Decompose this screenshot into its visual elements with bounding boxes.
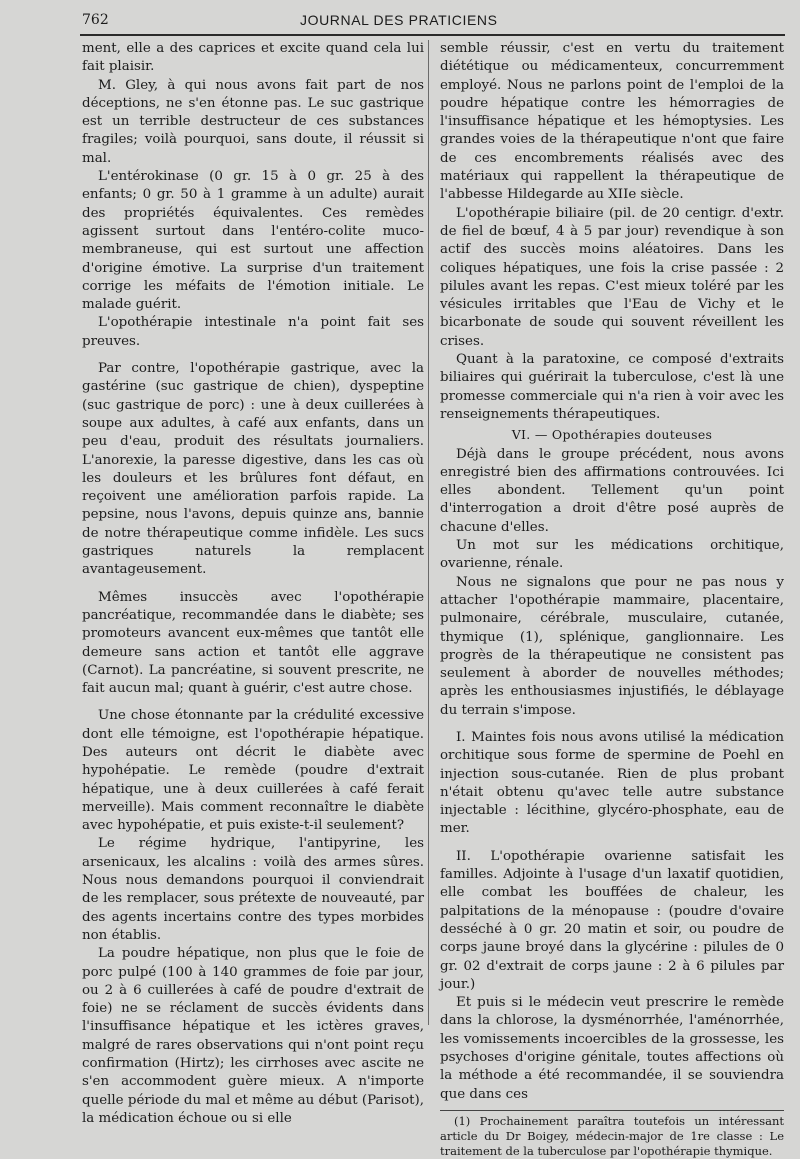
page-number: 762 [82,12,109,28]
page-header [0,10,800,36]
footnote: (1) Prochainement paraîtra toutefois un intéressant article du Dr Boigey, médecin-major de 1re classe : Le traitement de la tuberculose par l'opothérapie thymique. [440,1113,784,1158]
left-column [82,40,424,1128]
section-title: VI. — Opothérapies douteuses [511,427,713,443]
paragraph: ment, elle a des caprices et excite quand cela lui fait plaisir. [82,41,424,75]
paragraph: Mêmes insuccès avec l'opothérapie pancréatique, recommandée dans le diabète; ses promoteurs avancent eux-mêmes que tantôt elle demeure sans action et tantôt elle aggrave (Carnot). La pancréatine, si souvent prescrite, ne fait aucun mal; quant à guérir, c'est autre chose. [82,589,424,697]
paragraph: I. Maintes fois nous avons utilisé la médication orchitique sous forme de spermine de Poehl en injection sous-cutanée. Rien de plus probant n'était obtenu qu'avec telle autre substance injectable : lécithine, glycéro-phosphate, eau de mer. [440,729,784,837]
paragraph: L'opothérapie intestinale n'a point fait ses preuves. [82,315,424,349]
running-title: JOURNAL DES PRATICIENS [300,12,498,28]
paragraph: Et puis si le médecin veut prescrire le remède dans la chlorose, la dysménorrhée, l'aménorrhée, les vomissements incoercibles de la grossesse, les psychoses d'origine génitale, toutes affections où la méthode a été recommandée, il se souviendra que dans ces [440,995,784,1102]
paragraph: La poudre hépatique, non plus que le foie de porc pulpé (100 à 140 grammes de foie par jour, ou 2 à 6 cuillerées à café de poudre d'extrait de foie) ne se réclament de succès évidents dans l'insuffisance hépatique et les ictères graves, malgré de rares observations qui n'ont point reçu confirmation (Hirtz); les cirrhoses avec ascite ne s'en accommodent guère mieux. A n'importe quelle période du mal et même au début (Parisot), la médication échoue ou si elle [82,946,424,1126]
paragraph: M. Gley, à qui nous avons fait part de nos déceptions, ne s'en étonne pas. Le suc gastrique est un terrible destructeur de ces substances fragiles; voilà pourquoi, sans doute, il réussit si mal. [82,77,424,166]
column-divider [428,40,429,1025]
paragraph: Une chose étonnante par la crédulité excessive dont elle témoigne, est l'opothérapie hépatique. Des auteurs ont décrit le diabète avec hypohépatie. Le remède (poudre d'extrait hépatique, une à deux cuillerées à café ferait merveille). Mais comment reconnaître le diabète avec hypohépatie, et puis existe-t-il seulement? [82,708,424,834]
footnote-rule [440,1110,784,1111]
paragraph: Le régime hydrique, l'antipyrine, les arsenicaux, les alcalins : voilà des armes sûres. Nous nous demandons pourquoi il conviendrait de les remplacer, sous prétexte de nouveauté, par des agents incertains contre des types morbides non établis. [82,836,424,943]
paragraph: Quant à la paratoxine, ce composé d'extraits biliaires qui guérirait la tuberculose, c'est là une promesse commerciale qui n'a rien à voir avec les renseignements thérapeutiques. [440,352,784,422]
paragraph: Déjà dans le groupe précédent, nous avons enregistré bien des affirmations controuvées. Ici elles abondent. Tellement qu'un point d'interrogation a droit d'être posé auprès de chacune d'elles. [440,446,784,535]
paragraph: Un mot sur les médications orchitique, ovarienne, rénale. [440,538,784,572]
paragraph: L'opothérapie biliaire (pil. de 20 centigr. d'extr. de fiel de bœuf, 4 à 5 par jour) revendique à son actif des succès moins aléatoires. Dans les coliques hépatiques, une fois la crise passée : 2 pilules avant les repas. C'est mieux toléré par les vésicules irritables que l'Eau de Vichy et le bicarbonate de soude qui souvent réveillent les crises. [440,205,784,349]
paragraph: L'entérokinase (0 gr. 15 à 0 gr. 25 à des enfants; 0 gr. 50 à 1 gramme à un adulte) aurait des propriétés équivalentes. Ces remèdes agissent surtout dans l'entéro-colite muco-membraneuse, qui est surtout une affection d'origine émotive. La surprise d'un traitement corrige les méfaits de l'émotion initiale. Le malade guérit. [82,169,424,313]
paragraph: Nous ne signalons que pour ne pas nous y attacher l'opothérapie mammaire, placentaire, pulmonaire, cérébrale, musculaire, cutanée, thymique (1), splénique, ganglionnaire. Les progrès de la thérapeutique ne consistent pas seulement à aborder de nouvelles méthodes; après les enthousiasmes injustifiés, le déblayage du terrain s'impose. [440,574,784,718]
paragraph: II. L'opothérapie ovarienne satisfait les familles. Adjointe à l'usage d'un laxatif quotidien, elle combat les bouffées de chaleur, les palpitations de la ménopause : (poudre d'ovaire desséché à 0 gr. 20 matin et soir, ou poudre de corps jaune broyé dans la glycérine : pilules de 0 gr. 02 d'extrait de corps jaune : 2 à 6 pilules par jour.) [440,848,784,992]
paragraph: semble réussir, c'est en vertu du traitement diététique ou médicamenteux, concurremment employé. Nous ne parlons point de l'emploi de la poudre hépatique contre les hémorragies de l'insuffisance hépatique et les hémoptysies. Les grandes voies de la thérapeutique n'ont que faire de ces encombrements réalisés avec des matériaux qui rappellent la thérapeutique de l'abbesse Hildegarde au XIIe siècle. [440,41,784,203]
header-rule [80,34,785,36]
right-column [440,40,784,1159]
paragraph: Par contre, l'opothérapie gastrique, avec la gastérine (suc gastrique de chien), dyspeptine (suc gastrique de porc) : une à deux cuillerées à soupe aux adultes, à café aux enfants, dans un peu d'eau, produit des résultats journaliers. L'anorexie, la paresse digestive, dans les cas où les douleurs et les brûlures font défaut, en reçoivent une amélioration parfois rapide. La pepsine, nous l'avons, depuis quinze ans, bannie de notre thérapeutique comme infidèle. Les sucs gastriques naturels la remplacent avantageusement. [82,361,424,578]
